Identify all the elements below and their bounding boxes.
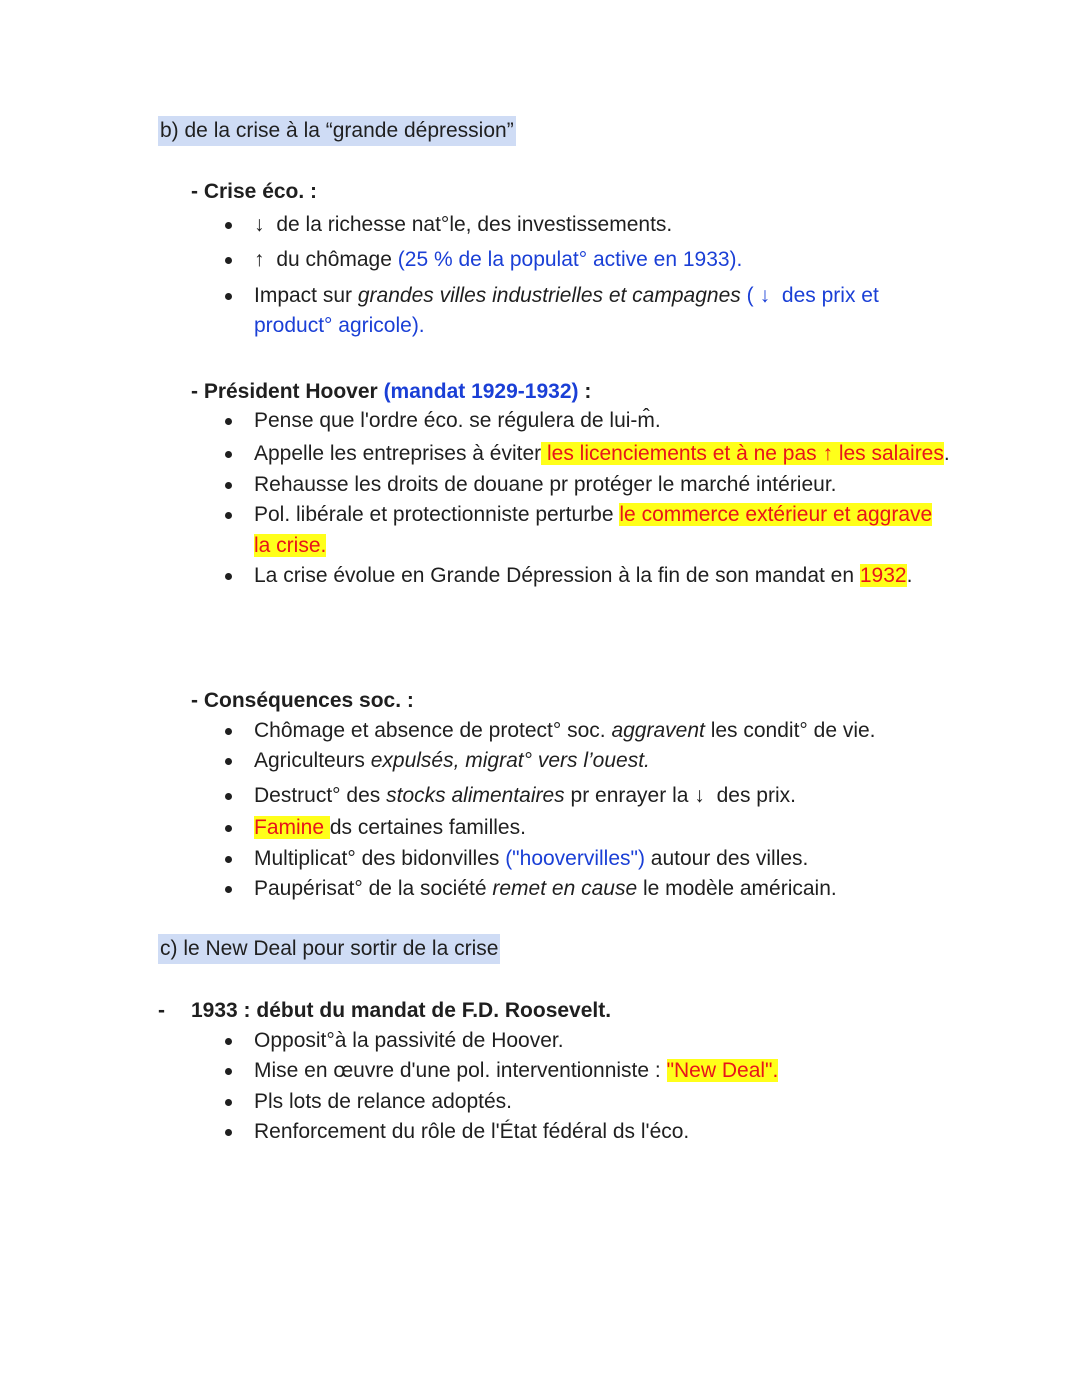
list-item <box>222 1026 952 1056</box>
consequences-list <box>222 716 952 905</box>
arrow-up-icon: ↑ <box>822 442 833 466</box>
item-text: Chômage et absence de protect° soc. <box>254 719 612 742</box>
section-c-heading: c) le New Deal pour sortir de la crise <box>158 934 500 964</box>
item-text: La crise évolue en Grande Dépression à la fin de son mandat en <box>254 564 860 588</box>
item-highlight: les licenciements et à ne pas <box>541 442 823 466</box>
item-highlight: le commerce extérieur et aggrave la crise. <box>254 503 933 557</box>
hoover-heading-text: - Président Hoover <box>191 380 384 403</box>
hoover-mandate: (mandat 1929-1932) <box>383 380 579 403</box>
item-highlight: les salaires <box>832 442 944 466</box>
hoover-heading <box>191 377 591 407</box>
item-note: ("hoovervilles") <box>505 846 645 870</box>
hoover-heading-end: : <box>578 380 592 403</box>
list-item <box>222 210 952 240</box>
item-emphasis: grandes villes industrielles et campagnes <box>357 283 741 307</box>
list-item <box>222 245 952 275</box>
item-emphasis: remet en cause <box>492 877 638 901</box>
item-text: Multiplicat° des bidonvilles <box>254 846 506 870</box>
item-text: Rehausse les droits de douane pr protéger le marché intérieur. <box>254 472 837 496</box>
item-highlight: "New Deal". <box>666 1059 779 1083</box>
list-item <box>222 281 952 342</box>
item-text: Pol. libérale et protectionniste perturbe <box>254 503 620 527</box>
item-text: Appelle les entreprises à éviter <box>254 442 542 466</box>
list-item <box>222 746 952 776</box>
consequences-heading: - Conséquences soc. : <box>191 689 414 712</box>
item-emphasis: expulsés, migrat° vers l’ouest. <box>370 749 650 773</box>
item-emphasis: aggravent <box>611 719 705 742</box>
item-note: ( <box>740 283 754 307</box>
item-end: . <box>943 442 950 466</box>
list-item <box>222 1117 952 1147</box>
item-text: Mise en œuvre d'une pol. interventionniste : <box>254 1059 667 1083</box>
list-item <box>222 844 952 874</box>
item-note: (25 % de la populat° active en 1933). <box>397 248 743 272</box>
item-end: . <box>906 564 913 588</box>
list-item <box>222 874 952 904</box>
crise-eco-list <box>222 210 952 342</box>
list-item <box>222 439 952 469</box>
hoover-list <box>222 406 952 592</box>
crise-eco-heading: - Crise éco. : <box>191 180 318 203</box>
item-emphasis: stocks alimentaires <box>386 783 565 807</box>
section-b-heading: b) de la crise à la “grande dépression” <box>158 116 516 146</box>
item-text: de la richesse nat°le, des investissements. <box>270 213 673 236</box>
list-item <box>222 406 952 436</box>
item-text: Renforcement du rôle de l'État fédéral ds l'éco. <box>254 1120 690 1144</box>
item-text: Opposit°à la passivité de Hoover. <box>254 1029 564 1052</box>
item-text: Agriculteurs <box>254 749 371 773</box>
list-item <box>222 716 952 746</box>
item-text: Pls lots de relance adoptés. <box>254 1089 512 1113</box>
item-text: du chômage <box>270 248 398 272</box>
item-text: Paupérisat° de la société <box>254 877 493 901</box>
list-item <box>222 781 952 811</box>
item-text: ds certaines familles. <box>329 816 526 840</box>
roosevelt-dash: - <box>158 999 165 1022</box>
list-item <box>222 500 952 561</box>
arrow-down-icon: ↓ <box>759 283 771 307</box>
list-item <box>222 1056 952 1086</box>
list-item <box>222 1087 952 1117</box>
roosevelt-list <box>222 1026 952 1148</box>
list-item <box>222 561 952 591</box>
item-highlight: 1932 <box>859 564 907 588</box>
arrow-down-icon: ↓ <box>694 783 705 807</box>
item-text: Impact sur <box>254 283 358 307</box>
item-text: Pense que l'ordre éco. se régulera de lui-m̂. <box>254 409 661 432</box>
item-text: le modèle américain. <box>637 877 837 901</box>
list-item <box>222 813 952 843</box>
list-item <box>222 470 952 500</box>
roosevelt-heading: 1933 : début du mandat de F.D. Roosevelt. <box>191 999 612 1022</box>
item-text: Destruct° des <box>254 783 387 807</box>
item-highlight: Famine <box>254 816 330 840</box>
item-text: autour des villes. <box>644 846 809 870</box>
item-text: les condit° de vie. <box>704 719 876 742</box>
item-note: des prix et product° agricole). <box>254 283 879 338</box>
item-text: pr enrayer la <box>564 783 695 807</box>
arrow-up-icon: ↑ <box>254 248 265 272</box>
arrow-down-icon: ↓ <box>254 213 265 236</box>
item-text: des prix. <box>710 783 796 807</box>
